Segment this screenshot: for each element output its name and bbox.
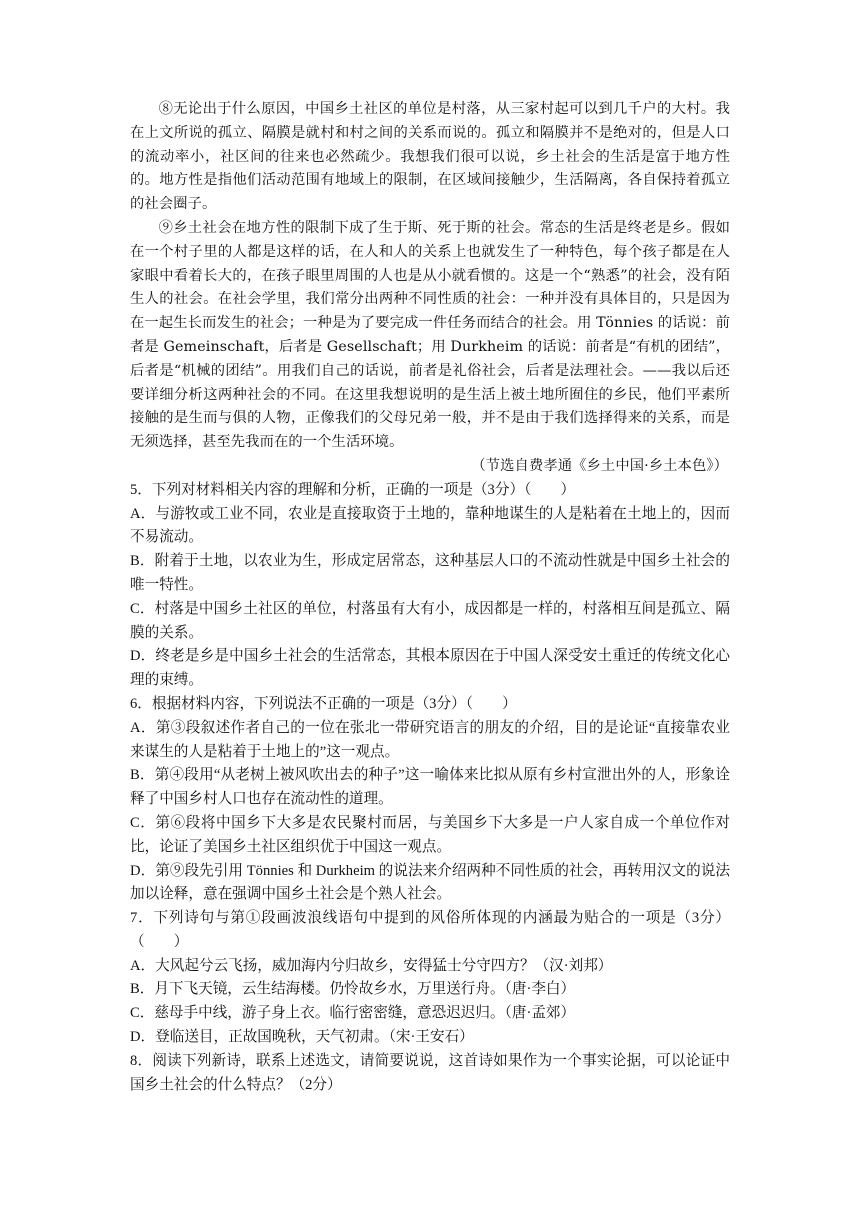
option-a: A．第③段叙述作者自己的一位在张北一带研究语言的朋友的介绍，目的是论证“直接靠农业来谋生的人是粘着于土地上的”这一观点。: [130, 719, 730, 760]
question-8: [130, 1050, 730, 1098]
question-stem: 7．下列诗句与第①段画波浪线语句中提到的风俗所体现的内涵最为贴合的一项是（3分）（ ）: [130, 910, 730, 950]
paragraph-8: ⑧无论出于什么原因，中国乡土社区的单位是村落，从三家村起可以到几千户的大村。我在上文所说的孤立、隔膜是就村和村之间的关系而说的。孤立和隔膜并不是绝对的，但是人口的流动率小，社区间的往来也必然疏少。我想我们很可以说，乡土社会的生活是富于地方性的。地方性是指他们活动范围有地域上的限制，在区域间接触少，生活隔离，各自保持着孤立的社会圈子。: [130, 101, 730, 213]
question-5: [130, 479, 730, 693]
option-b: B．第④段用“从老树上被风吹出去的种子”这一喻体来比拟从原有乡村宣泄出外的人，形象诠释了中国乡村人口也存在流动性的道理。: [130, 767, 730, 808]
option-a: A．大风起兮云飞扬，威加海内兮归故乡，安得猛士兮守四方？（汉·刘邦）: [130, 957, 613, 974]
question-stem: 5．下列对材料相关内容的理解和分析，正确的一项是（3分）（ ）: [130, 481, 576, 498]
paragraph-9: ⑨乡土社会在地方性的限制下成了生于斯、死于斯的社会。常态的生活是终老是乡。假如在一个村子里的人都是这样的话，在人和人的关系上也就发生了一种特色，每个孩子都是在人家眼中看着长大的，在孩子眼里周围的人也是从小就看惯的。这是一个“熟悉”的社会，没有陌生人的社会。在社会学里，我们常分出两种不同性质的社会：一种并没有具体目的，只是因为在一起生长而发生的社会；一种是为了要完成一件任务而结合的社会。用 Tönnies 的话说：前者是 Gemeinschaft，后者是 Gesellschaft；用 Durkheim 的话说：前者是“有机的团结”，后者是“机械的团结”。用我们自己的话说，前者是礼俗社会，后者是法理社会。——我以后还要详细分析这两种社会的不同。在这里我想说明的是生活上被土地所囿住的乡民，他们平素所接触的是生而与俱的人物，正像我们的父母兄弟一般，并不是由于我们选择得来的关系，而是无须选择，甚至先我而在的一个生活环境。: [130, 219, 730, 451]
option-b: B．月下飞天镜，云生结海楼。仍怜故乡水，万里送行舟。（唐·李白）: [130, 981, 576, 998]
source-citation: （节选自费孝通《乡土中国·乡土本色》）: [471, 457, 728, 474]
option-b: B．附着于土地，以农业为生，形成定居常态，这种基层人口的不流动性就是中国乡土社会的唯一特性。: [130, 553, 730, 593]
option-d: D．登临送目，正故国晚秋，天气初肃。（宋·王安石）: [130, 1029, 474, 1046]
question-stem: 8．阅读下列新诗，联系上述选文，请简要说说，这首诗如果作为一个事实论据，可以论证中国乡土社会的什么特点？（2分）: [130, 1052, 730, 1093]
document-page: [130, 98, 730, 1097]
question-stem: 6．根据材料内容，下列说法不正确的一项是（3分）（ ）: [130, 695, 517, 712]
option-c: C．村落是中国乡土社区的单位，村落虽有大有小，成因都是一样的，村落相互间是孤立、隔膜的关系。: [130, 600, 730, 641]
option-a: A．与游牧或工业不同，农业是直接取资于土地的，靠种地谋生的人是粘着在土地上的，因而不易流动。: [130, 505, 730, 546]
option-d: D．第⑨段先引用 Tönnies 和 Durkheim 的说法来介绍两种不同性质的社会，再转用汉文的说法加以诠释，意在强调中国乡土社会是个熟人社会。: [130, 862, 730, 903]
question-6: [130, 693, 730, 907]
question-7: [130, 907, 730, 1050]
option-c: C．慈母手中线，游子身上衣。临行密密缝，意恐迟迟归。（唐·孟郊）: [130, 1005, 576, 1022]
option-c: C．第⑥段将中国乡下大多是农民聚村而居，与美国乡下大多是一户人家自成一个单位作对比，论证了美国乡土社区组织优于中国这一观点。: [130, 814, 730, 855]
option-d: D．终老是乡是中国乡土社会的生活常态，其根本原因在于中国人深受安土重迁的传统文化心理的束缚。: [130, 648, 730, 689]
